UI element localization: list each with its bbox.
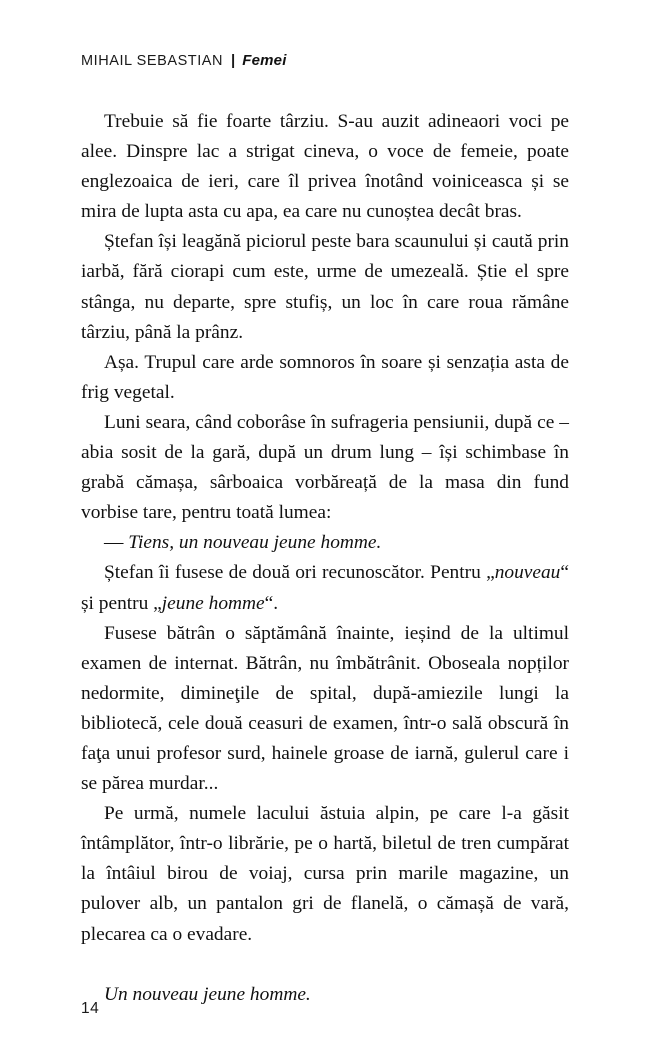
running-head-author: MIHAIL SEBASTIAN: [81, 53, 224, 69]
paragraph-6: [81, 558, 569, 618]
paragraph-6-segment-3: “ și pentru „: [81, 562, 569, 614]
paragraph-6-segment-5: “.: [264, 592, 279, 614]
paragraph-6-segment-0: Ștefan îi fusese de două ori recunoscător. Pentru: [104, 562, 487, 584]
paragraph-7: Fusese bătrân o săptămână înainte, ieșind de la ultimul examen de internat. Bătrân, nu îmbătrânit. Oboseala nopților nedormite, dimineţile de spital, după-amiezile lungi la bibliotecă, cele două ceasuri de examen, într-o sală obscură în faţa unui profesor surd, hainele groase de iarnă, gulerul care i se părea murdar...: [81, 622, 569, 795]
body-text-block: [81, 107, 569, 1010]
running-head-title: Femei: [242, 52, 287, 69]
dialogue-line: [81, 528, 569, 558]
paragraph-6-segment-1: „: [486, 562, 495, 584]
paragraph-4: Luni seara, când coborâse în sufrageria pensiunii, după ce – abia sosit de la gară, după un drum lung – își schimbase în grabă cămașa, sârboaica vorbăreață de la masa din fund vorbise tare, pentru toată lumea:: [81, 411, 569, 524]
paragraph-3: Așa. Trupul care arde somnoros în soare și senzația asta de frig vegetal.: [81, 351, 569, 403]
paragraph-2: Ștefan își leagănă piciorul peste bara scaunului și caută prin iarbă, fără ciorapi cum este, urme de umezeală. Știe el spre stânga, nu departe, spre stufiș, un loc în care roua rămâne târziu, până la prânz.: [81, 231, 569, 343]
paragraph-spacer: [81, 950, 569, 980]
paragraph-8: Pe urmă, numele lacului ăstuia alpin, pe care l-a găsit întâmplător, într-o librărie, pe o hartă, biletul de tren cumpărat la întâiul birou de voiaj, cursa prin marile magazine, un pulover alb, un pantalon gri de flanelă, o cămașă de vară, plecarea ca o evadare.: [81, 803, 569, 945]
paragraph-1: Trebuie să fie foarte târziu. S-au auzit adineaori voci pe alee. Dinspre lac a strigat cineva, o voce de femeie, poate englezoaica de ieri, care îl privea înotând voiniceasca și se mira de lupta asta cu apa, ea care nu cunoștea decât bras.: [81, 111, 569, 223]
running-head-separator: |: [231, 52, 236, 69]
paragraph-6-segment-4: jeune homme: [161, 592, 265, 614]
closing-italic-line: Un nouveau jeune homme.: [104, 983, 311, 1005]
dialogue-dash: —: [104, 532, 124, 554]
dialogue-text: Tiens, un nouveau jeune homme.: [128, 532, 382, 554]
running-head: [81, 52, 569, 76]
page-number: 14: [81, 1000, 100, 1017]
paragraph-6-segment-2: nouveau: [494, 562, 561, 584]
